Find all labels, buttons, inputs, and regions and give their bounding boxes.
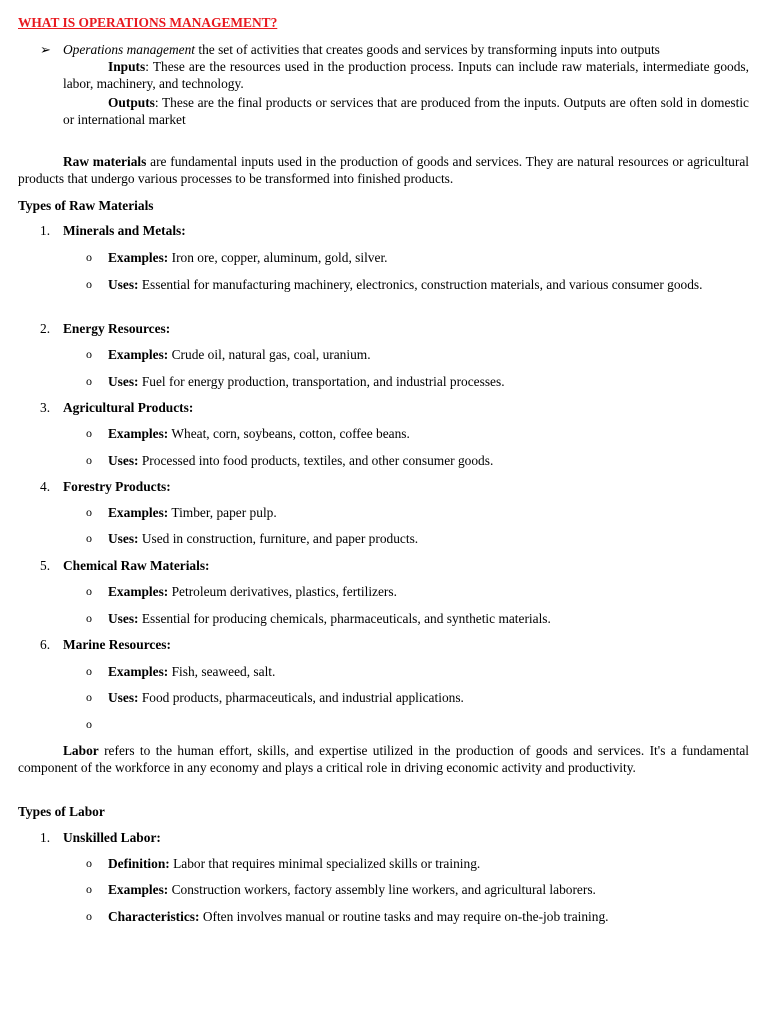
sub-item-text: Construction workers, factory assembly line workers, and agricultural laborers.	[168, 882, 596, 897]
circle-bullet-icon: o	[86, 611, 92, 625]
intro-term: Operations management	[63, 42, 196, 57]
circle-bullet-icon: o	[86, 374, 92, 388]
circle-bullet-icon: o	[86, 250, 92, 264]
page-title: WHAT IS OPERATIONS MANAGEMENT?	[18, 15, 278, 30]
outputs-paragraph	[63, 94, 749, 128]
list-item-label: Unskilled Labor:	[63, 830, 161, 845]
outputs-label: Outputs	[108, 95, 155, 110]
sub-item-label: Examples:	[108, 664, 169, 679]
sub-item-text: Labor that requires minimal specialized skills or training.	[169, 856, 481, 871]
raw-materials-text: are fundamental inputs used in the production of goods and services. They are natural resources or agricultural products that undergo various processes to be transformed into finished products.	[18, 154, 749, 186]
sub-item-label: Examples:	[108, 426, 169, 441]
inputs-paragraph	[63, 58, 749, 92]
sub-item-text: Used in construction, furniture, and paper products.	[138, 531, 419, 546]
circle-bullet-icon: o	[86, 426, 92, 440]
list-number: 2.	[40, 321, 51, 336]
list-number: 5.	[40, 558, 51, 573]
sub-item-label: Uses:	[108, 277, 139, 292]
circle-bullet-icon: o	[86, 664, 92, 678]
sub-item-label: Examples:	[108, 347, 169, 362]
circle-bullet-icon: o	[86, 453, 92, 467]
outputs-text: : These are the final products or services that are produced from the inputs. Outputs are often sold in domestic or international market	[63, 95, 749, 127]
circle-bullet-icon: o	[86, 717, 92, 731]
sub-item-label: Uses:	[108, 374, 139, 389]
circle-bullet-icon: o	[86, 277, 92, 291]
list-number: 4.	[40, 479, 51, 494]
sub-item-label: Examples:	[108, 505, 169, 520]
circle-bullet-icon: o	[86, 690, 92, 704]
sub-item-label: Examples:	[108, 584, 169, 599]
sub-item-label: Uses:	[108, 690, 139, 705]
list-item-label: Minerals and Metals:	[63, 223, 186, 238]
sub-item-text: Crude oil, natural gas, coal, uranium.	[168, 347, 371, 362]
circle-bullet-icon: o	[86, 584, 92, 598]
list-number: 1.	[40, 223, 51, 238]
labor-term: Labor	[63, 743, 99, 758]
circle-bullet-icon: o	[86, 909, 92, 923]
circle-bullet-icon: o	[86, 505, 92, 519]
sub-item-text: Essential for manufacturing machinery, electronics, construction materials, and various consumer goods.	[138, 277, 703, 292]
sub-item-text: Food products, pharmaceuticals, and industrial applications.	[138, 690, 464, 705]
arrow-bullet-icon: ➢	[40, 42, 51, 57]
circle-bullet-icon: o	[86, 531, 92, 545]
sub-item-label: Examples:	[108, 882, 169, 897]
intro-definition	[63, 41, 660, 58]
sub-item-text: Processed into food products, textiles, and other consumer goods.	[138, 453, 494, 468]
inputs-text: : These are the resources used in the production process. Inputs can include raw materials, intermediate goods, labor, machinery, and technology.	[63, 59, 749, 91]
sub-item-text: Iron ore, copper, aluminum, gold, silver.	[168, 250, 388, 265]
sub-item-label: Characteristics:	[108, 909, 200, 924]
sub-item-text: Fish, seaweed, salt.	[168, 664, 276, 679]
sub-item-label: Examples:	[108, 250, 169, 265]
raw-materials-term: Raw materials	[63, 154, 147, 169]
list-item-label: Forestry Products:	[63, 479, 171, 494]
circle-bullet-icon: o	[86, 347, 92, 361]
circle-bullet-icon: o	[86, 856, 92, 870]
labor-heading: Types of Labor	[18, 804, 105, 819]
list-item-label: Agricultural Products:	[63, 400, 194, 415]
sub-item-label: Uses:	[108, 611, 139, 626]
list-item-label: Marine Resources:	[63, 637, 171, 652]
labor-paragraph	[18, 742, 749, 776]
raw-materials-heading: Types of Raw Materials	[18, 198, 154, 213]
list-number: 3.	[40, 400, 51, 415]
list-item-label: Chemical Raw Materials:	[63, 558, 210, 573]
list-number: 6.	[40, 637, 51, 652]
sub-item-text: Essential for producing chemicals, pharmaceuticals, and synthetic materials.	[138, 611, 551, 626]
list-item-label: Energy Resources:	[63, 321, 171, 336]
sub-item-text: Petroleum derivatives, plastics, fertilizers.	[168, 584, 397, 599]
sub-item-label: Definition:	[108, 856, 170, 871]
list-number: 1.	[40, 830, 51, 845]
circle-bullet-icon: o	[86, 882, 92, 896]
sub-item-label: Uses:	[108, 531, 139, 546]
intro-definition-text: the set of activities that creates goods and services by transforming inputs into outputs	[195, 42, 660, 57]
sub-item-text: Timber, paper pulp.	[168, 505, 277, 520]
raw-materials-paragraph	[18, 153, 749, 187]
sub-item-label: Uses:	[108, 453, 139, 468]
sub-item-text: Wheat, corn, soybeans, cotton, coffee beans.	[168, 426, 410, 441]
inputs-label: Inputs	[108, 59, 146, 74]
labor-text: refers to the human effort, skills, and expertise utilized in the production of goods and services. It's a fundamental component of the workforce in any economy and plays a critical role in driving economic activity and productivity.	[18, 743, 749, 775]
sub-item-text: Fuel for energy production, transportation, and industrial processes.	[138, 374, 505, 389]
sub-item-text: Often involves manual or routine tasks and may require on-the-job training.	[199, 909, 609, 924]
